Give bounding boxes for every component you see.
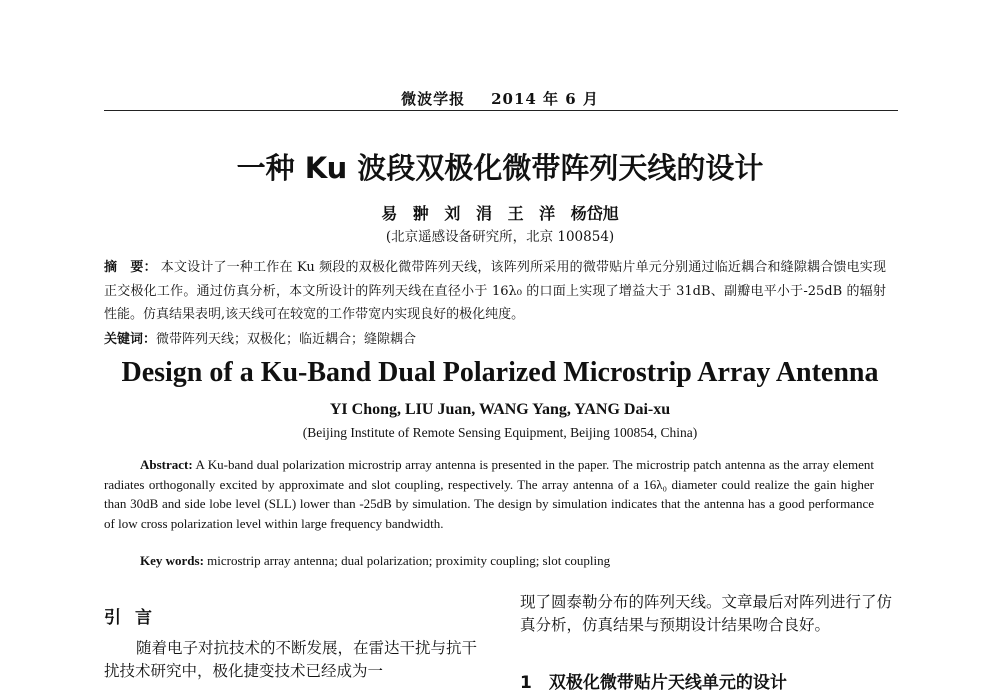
abstract-english-text: A Ku-band dual polarization microstrip array antenna is presented in the paper. The microstrip patch antenna as the array element radiates orthogonally excited by approximate and slot coupling, respectively. The array antenna of a 16λ₀ diameter could realize the gain higher than 30dB and side lobe level (SLL) lower than -25dB by simulation. The design by simulation indicates that the antenna has a good performance of low cross polarization level within large frequency bandwidth. xyxy=(104,457,874,531)
keywords-chinese-label: 关键词： xyxy=(104,332,157,347)
abstract-chinese-label: 摘 要： xyxy=(104,260,157,275)
abstract-english xyxy=(104,455,874,533)
affiliation-english: (Beijing Institute of Remote Sensing Equipment, Beijing 100854, China) xyxy=(302,425,698,440)
body-column-right xyxy=(520,591,896,637)
keywords-chinese xyxy=(104,328,886,347)
abstract-english-label: Abstract: xyxy=(140,457,193,472)
affiliation-chinese: (北京遥感设备研究所，北京 100854) xyxy=(385,229,615,245)
body-column-left xyxy=(104,637,480,683)
authors-english: YI Chong, LIU Juan, WANG Yang, YANG Dai-xu xyxy=(329,401,671,418)
keywords-chinese-text: 微带阵列天线；双极化；临近耦合；缝隙耦合 xyxy=(156,332,417,347)
keywords-english-label: Key words: xyxy=(140,553,204,568)
title-english: Design of a Ku-Band Dual Polarized Microstrip Array Antenna xyxy=(121,357,879,388)
issue-date: 2014 年 6 月 xyxy=(491,90,599,108)
keywords-english xyxy=(140,553,880,569)
body-paragraph-right: 现了圆泰勒分布的阵列天线。文章最后对阵列进行了仿真分析，仿真结果与预期设计结果吻合良好。 xyxy=(520,593,893,634)
abstract-chinese xyxy=(104,256,886,327)
title-chinese: 一种 Ku 波段双极化微带阵列天线的设计 xyxy=(236,151,764,185)
keywords-english-text: microstrip array antenna; dual polarization; proximity coupling; slot coupling xyxy=(207,553,611,568)
section-heading-1: 1 双极化微带贴片天线单元的设计 xyxy=(520,673,787,693)
body-paragraph-left: 随着电子对抗技术的不断发展，在雷达干扰与抗干扰技术研究中，极化捷变技术已经成为一 xyxy=(104,639,478,680)
abstract-chinese-text: 本文设计了一种工作在 Ku 频段的双极化微带阵列天线，该阵列所采用的微带贴片单元分别通过临近耦合和缝隙耦合馈电实现正交极化工作。通过仿真分析，本文所设计的阵列天线在直径小于 16λ₀ 的口面上实现了增益大于 31dB、副瓣电平小于-25dB 的辐射性能。仿真结果表明,该天线可在较宽的工作带宽内实现良好的极化纯度。 xyxy=(104,260,886,322)
authors-chinese: 易 翀 刘 涓 王 洋 杨岱旭 xyxy=(381,204,619,223)
journal-name: 微波学报 xyxy=(401,90,466,108)
running-header xyxy=(0,88,1000,109)
section-heading-introduction: 引言 xyxy=(104,608,166,628)
header-rule xyxy=(104,110,898,111)
